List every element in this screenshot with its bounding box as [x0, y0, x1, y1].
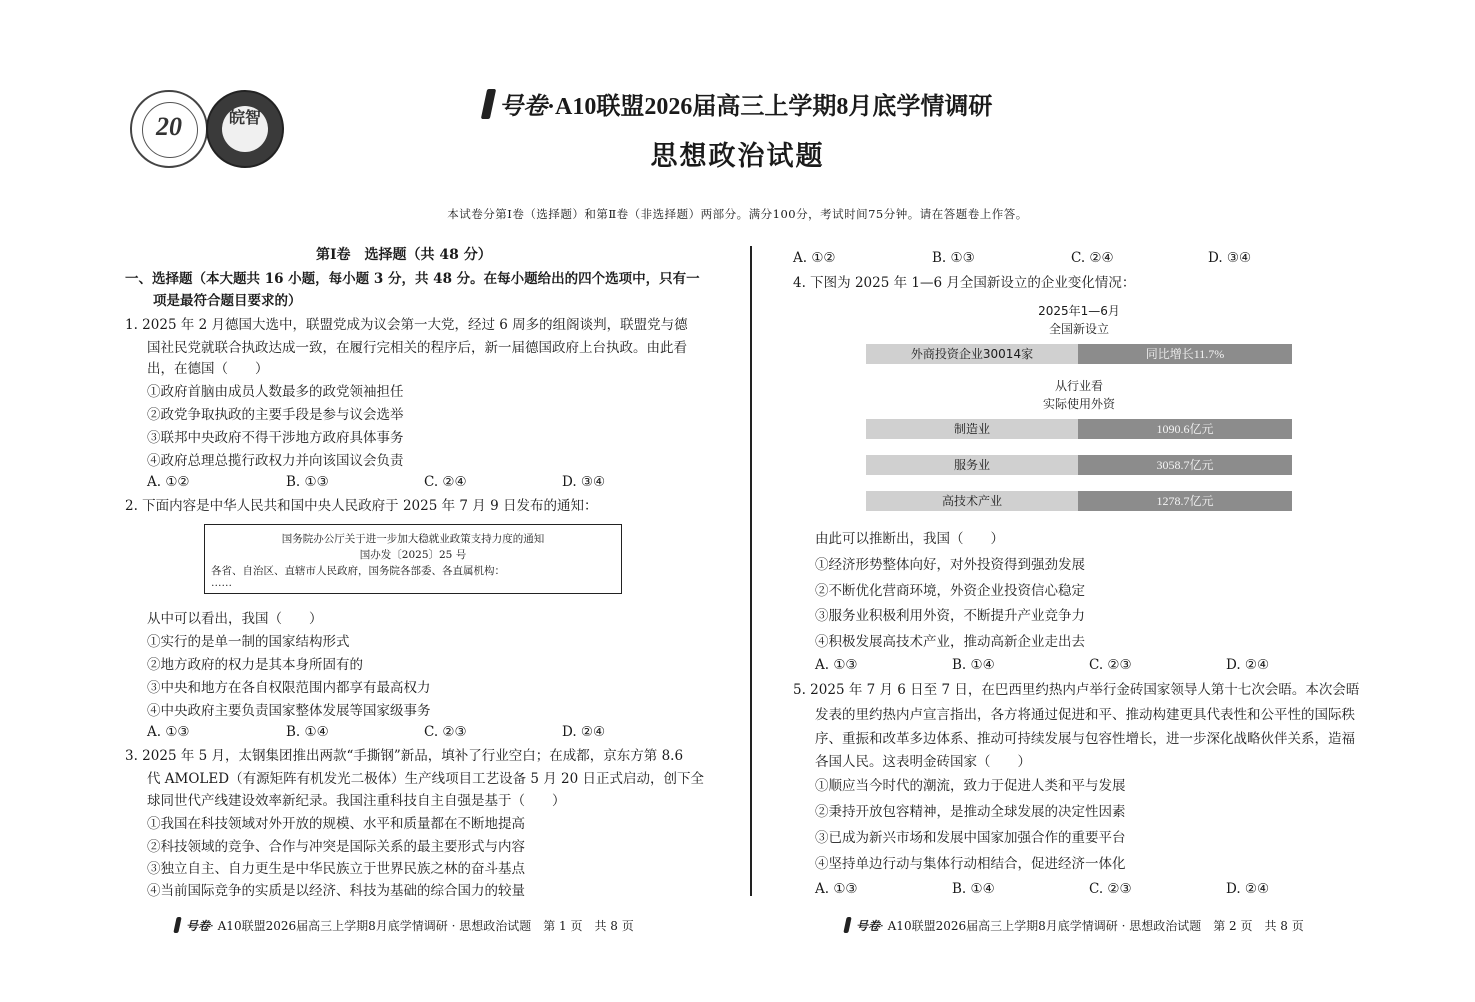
q3-option-a[interactable]: A. ①② — [793, 250, 836, 266]
q5-stem-line: 各国人民。这表明金砖国家（ ） — [815, 754, 1031, 770]
footer-brand: 号卷 — [186, 919, 211, 933]
notice-title: 国务院办公厅关于进一步加大稳就业政策支持力度的通知 — [281, 533, 545, 545]
notice-box — [204, 524, 622, 594]
exam-instructions: 本试卷分第Ⅰ卷（选择题）和第Ⅱ卷（非选择题）两部分。满分100分，考试时间75分钟。请在答题卷上作答。 — [447, 207, 1028, 221]
footer-brand-icon — [173, 917, 181, 933]
q4-stem: 4. 下图为 2025 年 1—6 月全国新设立的企业变化情况： — [793, 275, 1136, 291]
chart-category-label: 高技术产业 — [866, 491, 1078, 511]
q3-statement: ③独立自主、自力更生是中华民族立于世界民族之林的奋斗基点 — [147, 861, 525, 877]
chart-value-label: 3058.7亿元 — [1078, 455, 1292, 475]
q1-stem-line: 国社民党就联合执政达成一致，在履行完相关的程序后，新一届德国政府上台执政。由此看 — [147, 340, 687, 356]
notice-recipients: 各省、自治区、直辖市人民政府，国务院各部委、各直属机构： — [211, 565, 505, 577]
q5-option-a[interactable]: A. ①③ — [815, 881, 858, 897]
q5-statement: ②秉持开放包容精神，是推动全球发展的决定性因素 — [815, 804, 1126, 820]
q1-statement: ④政府总理总揽行政权力并向该国议会负责 — [147, 453, 404, 469]
q5-stem-line: 5. 2025 年 7 月 6 日至 7 日，在巴西里约热内卢举行金砖国家领导人第十七次会晤。本次会晤 — [793, 682, 1360, 698]
chart-subtitle-line-2: 实际使用外资 — [1042, 397, 1115, 411]
q2-stem: 2. 下面内容是中华人民共和国中央人民政府于 2025 年 7 月 9 日发布的通知： — [125, 498, 598, 514]
footer-text: · A10联盟2026届高三上学期8月底学情调研 · 思想政治试题 第 2 页 共 8 页 — [880, 919, 1304, 933]
q3-statement: ④当前国际竞争的实质是以经济、科技为基础的综合国力的较量 — [147, 883, 525, 899]
q3-stem-line: 球同世代产线建设效率新纪录。我国注重科技自主自强是基于（ ） — [147, 793, 566, 809]
notice-number: 国办发〔2025〕25 号 — [359, 549, 467, 561]
section-title: 第Ⅰ卷 选择题（共 48 分） — [316, 247, 492, 263]
q1-option-c[interactable]: C. ②④ — [424, 474, 467, 490]
footer-text: · A10联盟2026届高三上学期8月底学情调研 · 思想政治试题 第 1 页 共 8 页 — [210, 919, 634, 933]
brand-name: 号卷 — [499, 94, 547, 120]
chart-subtitle-line-1: 从行业看 — [1054, 379, 1103, 393]
q2-option-b[interactable]: B. ①④ — [286, 724, 329, 740]
q3-option-d[interactable]: D. ③④ — [1208, 250, 1252, 266]
q4-option-a[interactable]: A. ①③ — [815, 657, 858, 673]
q1-option-d[interactable]: D. ③④ — [562, 474, 606, 490]
q2-statement: ③中央和地方在各自权限范围内都享有最高权力 — [147, 680, 431, 696]
exam-title-text: ·A10联盟2026届高三上学期8月底学情调研 — [547, 94, 993, 120]
q4-statement: ①经济形势整体向好，对外投资得到强劲发展 — [815, 557, 1085, 573]
chart-category-label: 服务业 — [866, 455, 1078, 475]
q3-statement: ①我国在科技领域对外开放的规模、水平和质量都在不断地提高 — [147, 816, 525, 832]
chart-category-label: 制造业 — [866, 419, 1078, 439]
q3-statement: ②科技领域的竞争、合作与冲突是国际关系的最主要形式与内容 — [147, 839, 525, 855]
q1-stem-line: 出，在德国（ ） — [147, 361, 269, 377]
q1-statement: ②政党争取执政的主要手段是参与议会选举 — [147, 407, 404, 423]
page-footer-1 — [175, 917, 634, 934]
q2-option-c[interactable]: C. ②③ — [424, 724, 467, 740]
q4-option-c[interactable]: C. ②③ — [1089, 657, 1132, 673]
section-desc-line-2: 项是最符合题目要求的） — [153, 293, 302, 309]
q1-statement: ①政府首脑由成员人数最多的政党领袖担任 — [147, 384, 404, 400]
chart-title-line-1: 2025年1—6月 — [1038, 304, 1120, 318]
q5-option-d[interactable]: D. ②④ — [1226, 881, 1270, 897]
brand-mark-icon — [481, 89, 496, 119]
wanzhi-logo-text: 皖智 — [228, 108, 261, 127]
q3-option-c[interactable]: C. ②④ — [1071, 250, 1114, 266]
q2-statement: ①实行的是单一制的国家结构形式 — [147, 634, 350, 650]
chart-value-label: 1090.6亿元 — [1078, 419, 1292, 439]
q5-option-b[interactable]: B. ①④ — [952, 881, 995, 897]
subject-title: 思想政治试题 — [650, 141, 825, 172]
q1-option-b[interactable]: B. ①③ — [286, 474, 329, 490]
q1-stem-line: 1. 2025 年 2 月德国大选中，联盟党成为议会第一大党，经过 6 周多的组阁谈判，联盟党与德 — [125, 317, 688, 333]
chart-value-label: 1278.7亿元 — [1078, 491, 1292, 511]
q2-option-a[interactable]: A. ①③ — [147, 724, 190, 740]
section-desc-line-1: 一、选择题（本大题共 16 小题，每小题 3 分，共 48 分。在每小题给出的四个选项中，只有一 — [125, 271, 700, 287]
foreign-enterprise-growth: 同比增长11.7% — [1078, 344, 1292, 364]
q5-statement: ③已成为新兴市场和发展中国家加强合作的重要平台 — [815, 830, 1126, 846]
q4-option-d[interactable]: D. ②④ — [1226, 657, 1270, 673]
q3-stem-line: 代 AMOLED（有源矩阵有机发光二极体）生产线项目工艺设备 5 月 20 日正式启动，创下全 — [147, 771, 705, 787]
q1-option-a[interactable]: A. ①② — [147, 474, 190, 490]
q2-statement: ②地方政府的权力是其本身所固有的 — [147, 657, 363, 673]
q5-option-c[interactable]: C. ②③ — [1089, 881, 1132, 897]
alliance-logo-number: 20 — [156, 112, 182, 141]
q4-statement: ③服务业积极利用外资，不断提升产业竞争力 — [815, 608, 1085, 624]
q3-stem-line: 3. 2025 年 5 月，太钢集团推出两款“手撕钢”新品，填补了行业空白；在成都，京东方第 8.6 — [125, 748, 684, 764]
footer-brand: 号卷 — [856, 919, 881, 933]
exam-title — [484, 86, 992, 121]
chart-title-line-2: 全国新设立 — [1048, 322, 1109, 336]
q4-statement: ④积极发展高技术产业，推动高新企业走出去 — [815, 634, 1085, 650]
q1-statement: ③联邦中央政府不得干涉地方政府具体事务 — [147, 430, 404, 446]
q4-question-line: 由此可以推断出，我国（ ） — [815, 531, 1004, 547]
q4-statement: ②不断优化营商环境，外资企业投资信心稳定 — [815, 583, 1085, 599]
q2-statement: ④中央政府主要负责国家整体发展等国家级事务 — [147, 703, 431, 719]
q2-question-line: 从中可以看出，我国（ ） — [147, 611, 323, 627]
q4-option-b[interactable]: B. ①④ — [952, 657, 995, 673]
q5-stem-line: 发表的里约热内卢宣言指出，各方将通过促进和平、推动构建更具代表性和公平性的国际秩 — [815, 707, 1355, 723]
q2-option-d[interactable]: D. ②④ — [562, 724, 606, 740]
footer-brand-icon — [843, 917, 851, 933]
q5-statement: ④坚持单边行动与集体行动相结合，促进经济一体化 — [815, 856, 1126, 872]
page-footer-2 — [845, 917, 1304, 934]
column-divider — [750, 246, 752, 896]
foreign-enterprise-label: 外商投资企业30014家 — [866, 344, 1078, 364]
notice-ellipsis: …… — [211, 577, 232, 589]
q3-option-b[interactable]: B. ①③ — [932, 250, 975, 266]
q5-statement: ①顺应当今时代的潮流，致力于促进人类和平与发展 — [815, 778, 1126, 794]
q5-stem-line: 序、重振和改革多边体系、推动可持续发展与包容性增长，进一步深化战略伙伴关系，造福 — [815, 731, 1355, 747]
